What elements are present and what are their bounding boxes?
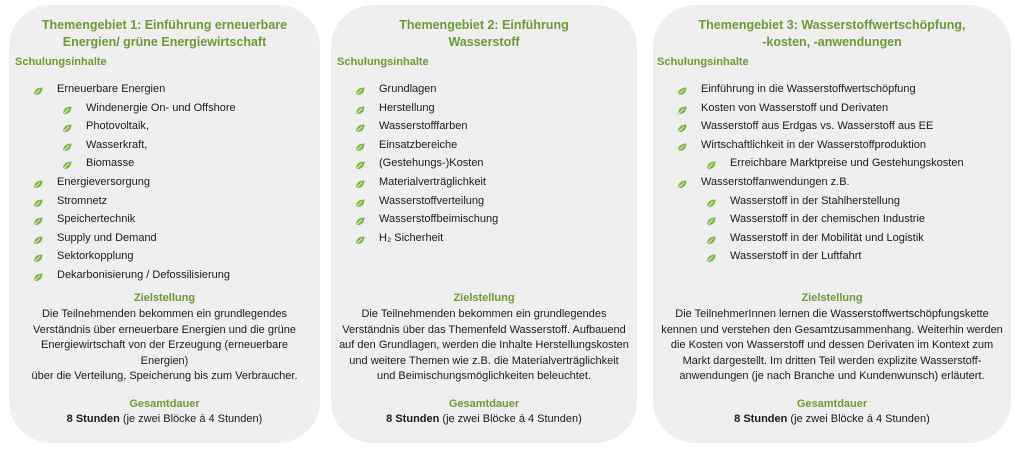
duration-hours: 8 Stunden xyxy=(66,413,120,425)
leaf-icon xyxy=(355,196,365,205)
goal-text-line: Energiewirtschaft von der Erzeugung (erneuerbare Energien) xyxy=(40,339,289,367)
goal-text-line: und weitere Themen wie z.B. die Materialverträglichkeit xyxy=(349,354,619,367)
duration-text xyxy=(339,412,629,427)
list-item-text: Wasserstoff in der Mobilität und Logistik xyxy=(730,231,924,244)
list-item xyxy=(353,192,633,211)
duration-label: Gesamtdauer xyxy=(129,398,200,410)
leaf-icon xyxy=(355,121,365,130)
list-item-text: Supply und Demand xyxy=(57,231,157,244)
section-label-content: Schulungsinhalte xyxy=(657,56,749,68)
goal-text-line: auf den Grundlagen, werden die Inhalte Herstellungskosten xyxy=(339,339,629,351)
leaf-icon xyxy=(62,140,72,149)
goal-text-line: Die Teilnehmenden bekommen ein grundlegendes xyxy=(361,308,607,320)
leaf-icon xyxy=(33,177,43,186)
goal-text-line: Die Teilnehmenden bekommen ein grundlegendes xyxy=(41,308,288,320)
list-item xyxy=(353,136,633,155)
goal-label: Zielstellung xyxy=(133,292,196,304)
list-item-text: Windenergie On- und Offshore xyxy=(86,101,236,114)
card-title xyxy=(663,17,1001,51)
leaf-icon xyxy=(706,196,716,205)
list-item-text: Erreichbare Marktpreise und Gestehungskosten xyxy=(730,157,964,170)
list-item-text: Wasserstoffverteilung xyxy=(379,194,485,207)
list-item-text: Biomasse xyxy=(86,157,135,170)
list-item xyxy=(353,80,633,99)
list-item xyxy=(675,117,1007,136)
list-item-text: Grundlagen xyxy=(379,83,437,95)
list-item-text: Einführung in die Wasserstoffwertschöpfung xyxy=(701,83,916,95)
list-item-text: Wasserstoffbeimischung xyxy=(379,213,499,226)
leaf-icon xyxy=(706,158,716,167)
list-item xyxy=(704,229,1007,248)
goal-block xyxy=(17,291,312,385)
list-item xyxy=(704,192,1007,211)
goal-text-line: Verständnis über erneuerbare Energien und die grüne xyxy=(33,323,296,336)
leaf-icon xyxy=(706,251,716,260)
list-item-text: Sektorkopplung xyxy=(57,250,134,263)
leaf-icon xyxy=(62,158,72,167)
leaf-icon xyxy=(33,196,43,205)
goal-text-line: die Kosten von Wasserstoff und dessen Derivaten im Kontext zum xyxy=(670,339,994,351)
list-item xyxy=(675,99,1007,118)
list-item xyxy=(353,173,633,192)
duration-hours: 8 Stunden xyxy=(734,413,788,425)
duration-text xyxy=(17,412,312,427)
list-item xyxy=(353,154,633,173)
list-item xyxy=(675,136,1007,155)
leaf-icon xyxy=(33,270,43,279)
list-item xyxy=(31,210,316,229)
goal-text-line: über die Verteilung, Speicherung bis zum Verbraucher. xyxy=(31,370,298,382)
goal-text xyxy=(17,307,312,385)
list-item xyxy=(60,154,316,173)
leaf-icon xyxy=(33,233,43,242)
leaf-icon xyxy=(355,84,365,93)
list-item xyxy=(675,173,1007,192)
goal-label: Zielstellung xyxy=(801,292,863,304)
list-item-text: Wasserstofffarben xyxy=(379,120,468,133)
leaf-icon xyxy=(62,121,72,130)
goal-text-line: Die TeilnehmerInnen lernen die Wasserstoffwertschöpfungskette xyxy=(675,308,989,320)
list-item xyxy=(353,229,633,248)
duration-label: Gesamtdauer xyxy=(448,398,520,410)
list-item-text: H₂ Sicherheit xyxy=(379,231,444,244)
duration-block xyxy=(17,397,312,427)
list-item-text: Wasserstoff in der Stahlherstellung xyxy=(730,194,900,207)
list-item-text: Einsatzbereiche xyxy=(379,138,458,151)
list-item-text: Erneuerbare Energien xyxy=(57,83,166,95)
card-title-line-2: -kosten, -anwendungen xyxy=(762,35,902,49)
list-item xyxy=(31,266,316,285)
list-item-text: Wasserkraft, xyxy=(86,138,148,151)
duration-block xyxy=(661,397,1003,427)
topic-card-1 xyxy=(9,5,320,443)
section-label-content: Schulungsinhalte xyxy=(337,56,429,68)
duration-label: Gesamtdauer xyxy=(796,398,868,410)
list-item-text: Energieversorgung xyxy=(57,175,150,188)
leaf-icon xyxy=(677,177,687,186)
card-title-line-1: Themengebiet 2: Einführung xyxy=(399,18,569,32)
section-label-content: Schulungsinhalte xyxy=(15,56,107,68)
goal-text-line: kennen und verstehen den Gesamtzusammenhang. Weiterhin werden xyxy=(661,323,1003,336)
list-item-text: Wirtschaftlichkeit in der Wasserstoffproduktion xyxy=(701,138,926,151)
list-item xyxy=(353,210,633,229)
leaf-icon xyxy=(355,140,365,149)
card-title xyxy=(19,17,310,51)
leaf-icon xyxy=(355,177,365,186)
leaf-icon xyxy=(355,214,365,223)
leaf-icon xyxy=(33,84,43,93)
list-item xyxy=(31,192,316,211)
goal-text xyxy=(661,307,1003,385)
topic-card-2 xyxy=(331,5,637,443)
goal-label: Zielstellung xyxy=(453,292,515,304)
leaf-icon xyxy=(355,158,365,167)
goal-text-line: und Beimischungsmöglichkeiten beleuchtet. xyxy=(376,370,592,382)
goal-text-line: anwendungen (je nach Branche und Kundenwunsch) erläutert. xyxy=(679,370,985,382)
duration-detail: (je zwei Blöcke á 4 Stunden) xyxy=(119,413,263,425)
list-item xyxy=(60,136,316,155)
list-item-text: Photovoltaik, xyxy=(86,120,149,133)
leaf-icon xyxy=(62,103,72,112)
list-item-text: Stromnetz xyxy=(57,194,108,207)
list-item-text: Wasserstoff in der Luftfahrt xyxy=(730,250,862,263)
list-item-text: Dekarbonisierung / Defossilisierung xyxy=(57,268,231,281)
list-item xyxy=(704,210,1007,229)
goal-text-line: Verständnis über das Themenfeld Wasserstoff. Aufbauend xyxy=(342,323,626,336)
list-item-text: Speichertechnik xyxy=(57,213,136,226)
content-list xyxy=(675,80,1007,266)
leaf-icon xyxy=(706,233,716,242)
leaf-icon xyxy=(677,84,687,93)
list-item xyxy=(31,173,316,192)
leaf-icon xyxy=(33,214,43,223)
list-item-text: Materialverträglichkeit xyxy=(379,175,486,188)
leaf-icon xyxy=(355,103,365,112)
leaf-icon xyxy=(677,121,687,130)
card-title-line-1: Themengebiet 3: Wasserstoffwertschöpfung, xyxy=(698,18,966,32)
list-item xyxy=(31,80,316,99)
list-item xyxy=(353,117,633,136)
goal-block xyxy=(661,291,1003,385)
leaf-icon xyxy=(677,140,687,149)
list-item xyxy=(31,247,316,266)
content-list xyxy=(31,80,316,285)
list-item-text: Wasserstoff aus Erdgas vs. Wasserstoff aus EE xyxy=(701,120,934,133)
list-item xyxy=(60,117,316,136)
leaf-icon xyxy=(706,214,716,223)
leaf-icon xyxy=(33,251,43,260)
list-item-text: Wasserstoff in der chemischen Industrie xyxy=(730,213,926,226)
card-title-line-2: Energien/ grüne Energiewirtschaft xyxy=(62,35,267,49)
duration-detail: (je zwei Blöcke á 4 Stunden) xyxy=(787,413,930,425)
duration-detail: (je zwei Blöcke á 4 Stunden) xyxy=(439,413,582,425)
goal-block xyxy=(339,291,629,385)
list-item-text: Kosten von Wasserstoff und Derivaten xyxy=(701,101,889,114)
card-title-line-1: Themengebiet 1: Einführung erneuerbare xyxy=(41,18,288,32)
goal-text xyxy=(339,307,629,385)
list-item-text: Herstellung xyxy=(379,101,435,114)
list-item-text: Wasserstoffanwendungen z.B. xyxy=(701,175,850,188)
list-item xyxy=(353,99,633,118)
list-item xyxy=(675,80,1007,99)
goal-text-line: Markt dargestellt. Im dritten Teil werden explizite Wasserstoff- xyxy=(682,354,982,367)
leaf-icon xyxy=(677,103,687,112)
list-item-text: (Gestehungs-)Kosten xyxy=(379,157,484,170)
list-item xyxy=(60,99,316,118)
duration-block xyxy=(339,397,629,427)
duration-text xyxy=(661,412,1003,427)
list-item xyxy=(704,247,1007,266)
leaf-icon xyxy=(355,233,365,242)
content-list xyxy=(353,80,633,247)
list-item xyxy=(704,154,1007,173)
list-item xyxy=(31,229,316,248)
card-title-line-2: Wasserstoff xyxy=(448,35,520,49)
card-title xyxy=(341,17,627,51)
duration-hours: 8 Stunden xyxy=(386,413,440,425)
topic-card-3 xyxy=(653,5,1011,443)
